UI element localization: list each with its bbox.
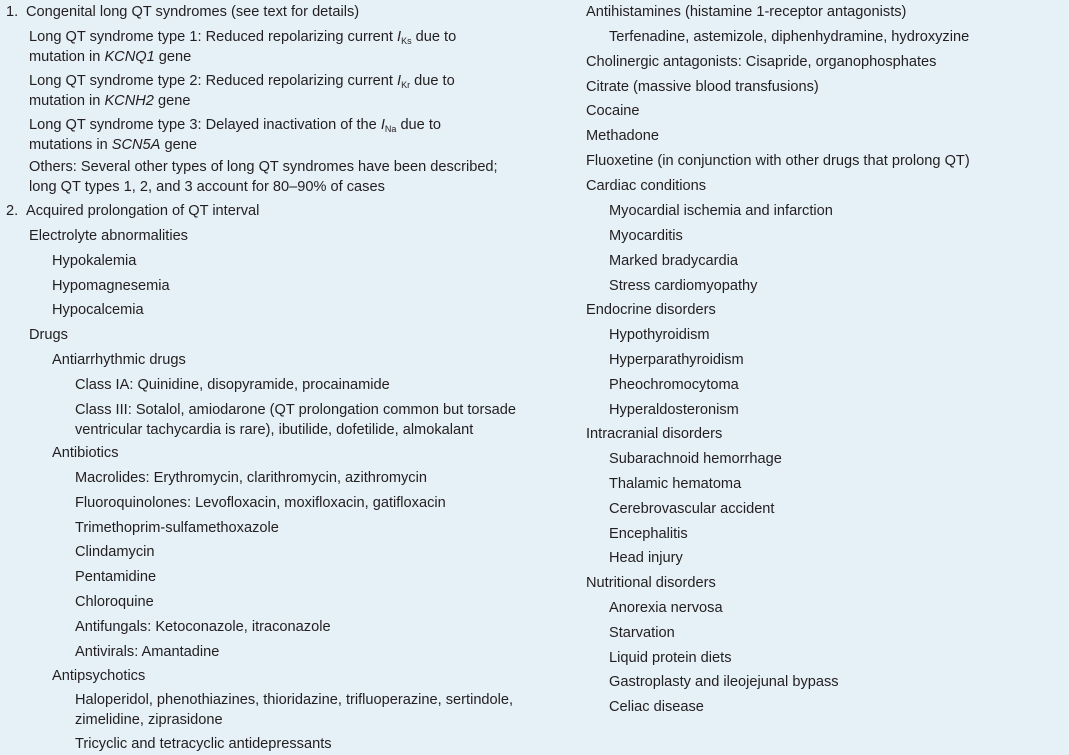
list-item: Antihistamines (histamine 1-receptor antagonists) xyxy=(586,4,907,20)
list-item: Hypokalemia xyxy=(52,253,137,269)
list-item: Myocarditis xyxy=(609,228,683,244)
list-item: Class III: Sotalol, amiodarone (QT prolongation common but torsade ventricular tachycardia is rare), ibutilide, dofetilide, almokalant xyxy=(75,402,517,438)
list-item: Antipsychotics xyxy=(52,668,146,684)
list-item: Cholinergic antagonists: Cisapride, organophosphates xyxy=(586,54,937,70)
list-item: Pentamidine xyxy=(75,569,157,585)
list-item: Nutritional disorders xyxy=(586,575,716,591)
list-item: Chloroquine xyxy=(75,594,154,610)
list-item: Terfenadine, astemizole, diphenhydramine, hydroxyzine xyxy=(609,29,970,45)
list-item: Citrate (massive blood transfusions) xyxy=(586,79,819,95)
list-item: Marked bradycardia xyxy=(609,253,738,269)
list-item: Thalamic hematoma xyxy=(609,476,742,492)
list-item: 2. Acquired prolongation of QT interval xyxy=(6,203,260,219)
list-item: Tricyclic and tetracyclic antidepressants xyxy=(75,736,332,752)
list-item: Anorexia nervosa xyxy=(609,600,723,616)
list-item: Haloperidol, phenothiazines, thioridazine, trifluoperazine, sertindole, zimelidine, ziprasidone xyxy=(75,692,514,728)
list-item: Encephalitis xyxy=(609,526,688,542)
list-item: Pheochromocytoma xyxy=(609,377,739,393)
list-item: Myocardial ischemia and infarction xyxy=(609,203,833,219)
list-item: Fluoroquinolones: Levofloxacin, moxifloxacin, gatifloxacin xyxy=(75,495,446,511)
list-item: Clindamycin xyxy=(75,544,155,560)
list-item: Antibiotics xyxy=(52,445,119,461)
list-item: Cardiac conditions xyxy=(586,178,707,194)
list-item: Trimethoprim-sulfamethoxazole xyxy=(75,520,279,536)
list-item: Antifungals: Ketoconazole, itraconazole xyxy=(75,619,331,635)
list-item: Cocaine xyxy=(586,103,640,119)
list-item: Electrolyte abnormalities xyxy=(29,228,188,244)
list-item: Hypocalcemia xyxy=(52,302,144,318)
list-item: Liquid protein diets xyxy=(609,650,732,666)
list-item: Antivirals: Amantadine xyxy=(75,644,220,660)
list-item: Hyperaldosteronism xyxy=(609,402,739,418)
list-item: Intracranial disorders xyxy=(586,426,723,442)
list-item: Antiarrhythmic drugs xyxy=(52,352,186,368)
list-item: Gastroplasty and ileojejunal bypass xyxy=(609,674,839,690)
list-item: Drugs xyxy=(29,327,68,343)
list-item: Hypomagnesemia xyxy=(52,278,170,294)
list-item: Head injury xyxy=(609,550,683,566)
list-item: Hyperparathyroidism xyxy=(609,352,744,368)
list-item: 1. Congenital long QT syndromes (see text for details) xyxy=(6,4,360,20)
list-item: Macrolides: Erythromycin, clarithromycin, azithromycin xyxy=(75,470,427,486)
list-item: Class IA: Quinidine, disopyramide, procainamide xyxy=(75,377,390,393)
list-item: Cerebrovascular accident xyxy=(609,501,775,517)
list-item: Stress cardiomyopathy xyxy=(609,278,758,294)
list-item: Starvation xyxy=(609,625,675,641)
list-item: Long QT syndrome type 1: Reduced repolarizing current $I_{Ks}$ due to mutation in KCNQ1 gene xyxy=(29,29,457,65)
list-item: Endocrine disorders xyxy=(586,302,716,318)
list-item: Others: Several other types of long QT syndromes have been described; long QT types 1, 2, and 3 account for 80–90% of cases xyxy=(29,159,498,195)
list-item: Long QT syndrome type 3: Delayed inactivation of the $I_{Na}$ due to mutations in SCN5A gene xyxy=(29,117,442,153)
list-item: Long QT syndrome type 2: Reduced repolarizing current $I_{Kr}$ due to mutation in KCNH2 gene xyxy=(29,73,455,109)
list-item: Subarachnoid hemorrhage xyxy=(609,451,782,467)
list-item: Fluoxetine (in conjunction with other drugs that prolong QT) xyxy=(586,153,970,169)
list-item: Hypothyroidism xyxy=(609,327,710,343)
list-item: Methadone xyxy=(586,128,660,144)
list-item: Celiac disease xyxy=(609,699,704,715)
